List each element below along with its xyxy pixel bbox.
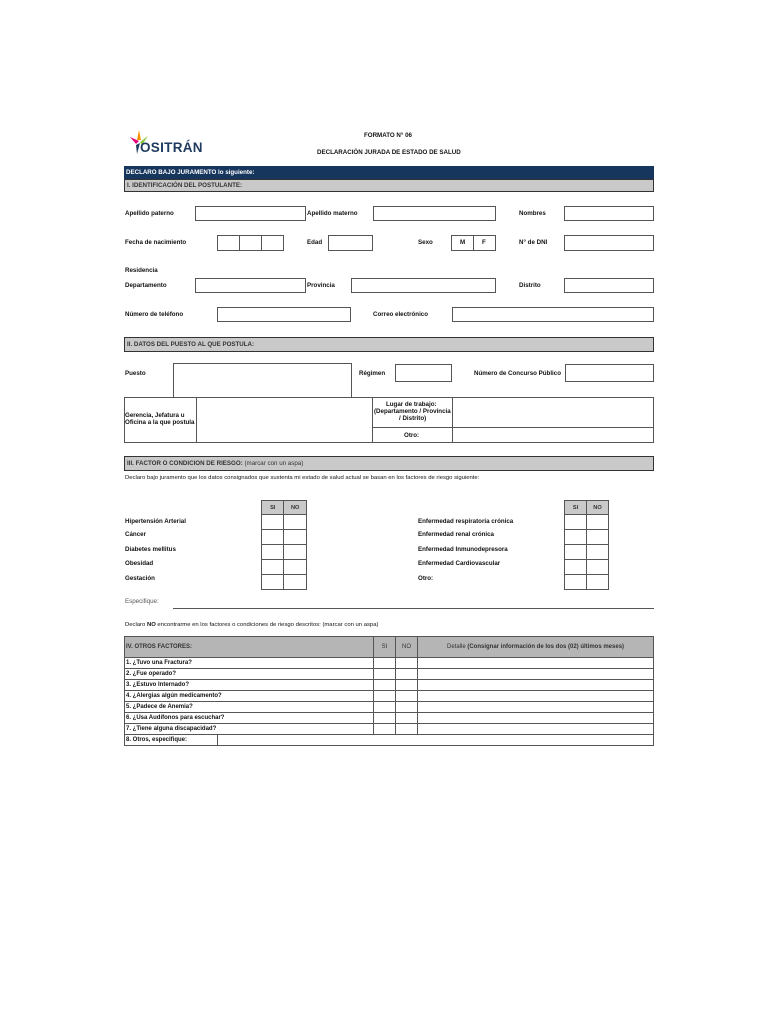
row-label: 7. ¿Tiene alguna discapacidad? [125,724,374,735]
risk-left-4: Gestación [125,575,155,582]
checkbox-no[interactable] [284,545,307,560]
label-concurso: Número de Concurso Público [474,370,561,377]
label-departamento: Departamento [125,282,167,289]
checkbox-si[interactable] [565,530,587,545]
cell-detalle[interactable] [418,702,654,713]
cell-detalle[interactable] [418,724,654,735]
declaro-no-post: encontrarme en los factores o condiciones de riesgo descritos: (marcar con un aspa) [155,622,379,628]
no-header: NO [284,501,307,515]
declaro-no-text [125,621,378,629]
fecha-anio-field[interactable] [261,235,284,251]
si-header: SI [262,501,284,515]
risk-left-2: Diabetes mellitus [125,546,176,553]
label-nombres: Nombres [519,210,546,217]
cell-no[interactable] [396,669,418,680]
cell-no[interactable] [396,724,418,735]
table-row [125,680,654,691]
checkbox-no[interactable] [587,575,609,590]
cell-no[interactable] [396,713,418,724]
apellido-materno-field[interactable] [373,206,496,221]
label-edad: Edad [307,239,323,246]
risk-left-3: Obesidad [125,560,154,567]
section-3-note: (marcar con un aspa) [244,460,304,467]
table-row [125,724,654,735]
otros-especifique-field[interactable] [218,735,654,746]
label-regimen: Régimen [359,370,386,377]
section-2-header: II. DATOS DEL PUESTO AL QUE POSTULA: [124,337,654,352]
puesto-field[interactable] [173,363,352,397]
sexo-f-label: F [482,239,486,246]
nombres-field[interactable] [564,206,654,221]
row-label: 6. ¿Usa Audífonos para escuchar? [125,713,374,724]
table-row [125,658,654,669]
row-label: 8. Otros, especifique: [125,735,218,746]
label-otro: Otro: [404,432,420,439]
departamento-field[interactable] [195,278,306,293]
edad-field[interactable] [328,235,373,251]
cell-si[interactable] [374,691,396,702]
checkbox-si[interactable] [262,560,284,575]
logo-text: OSITRÁN [140,140,203,155]
sexo-m-label: M [460,239,466,246]
label-residencia: Residencia [125,267,158,274]
checkbox-no[interactable] [284,515,307,530]
apellido-paterno-field[interactable] [195,206,306,221]
cell-no[interactable] [396,658,418,669]
checkbox-si[interactable] [262,530,284,545]
telefono-field[interactable] [217,307,351,322]
section-3-intro: Declaro bajo juramento que los datos consignados que sustenta mi estado de salud actual se basan en los factores de riesgo siguiente: [125,475,480,481]
label-gerencia-2: Oficina a la que postula [125,419,195,426]
table-row [125,713,654,724]
especifique-line[interactable] [173,608,654,609]
row-label: 5. ¿Padece de Anemia? [125,702,374,713]
risk-grid-left [261,500,307,590]
table-row [125,691,654,702]
risk-left-0: Hipertensión Arterial [125,518,186,525]
cell-no[interactable] [396,680,418,691]
label-apellido-materno: Apellido materno [307,210,358,217]
format-number: FORMATO N° 06 [364,132,412,139]
no-header: NO [396,637,418,658]
checkbox-no[interactable] [587,545,609,560]
detalle-header [418,637,654,658]
si-header: SI [565,501,587,515]
cell-si[interactable] [374,713,396,724]
fecha-dia-field[interactable] [217,235,240,251]
checkbox-si[interactable] [262,515,284,530]
checkbox-no[interactable] [284,575,307,590]
otros-factores-table [124,636,654,746]
cell-si[interactable] [374,702,396,713]
detalle-bold: (Consignar información de los dos (02) últimos meses) [467,643,625,650]
lugar-field[interactable] [452,397,654,428]
no-header: NO [587,501,609,515]
table-row [125,702,654,713]
checkbox-si[interactable] [262,545,284,560]
checkbox-no[interactable] [587,515,609,530]
dni-field[interactable] [564,235,654,251]
label-gerencia-1: Gerencia, Jefatura u [125,412,185,419]
cell-no[interactable] [396,691,418,702]
cell-si[interactable] [374,724,396,735]
cell-si[interactable] [374,658,396,669]
provincia-field[interactable] [351,278,496,293]
logo [128,128,218,156]
concurso-field[interactable] [565,364,654,382]
checkbox-no[interactable] [284,530,307,545]
distrito-field[interactable] [564,278,654,293]
checkbox-si[interactable] [565,515,587,530]
cell-si[interactable] [374,680,396,691]
section-1-header: I. IDENTIFICACIÓN DEL POSTULANTE: [124,179,654,192]
otro-lugar-field[interactable] [452,427,654,443]
correo-field[interactable] [452,307,654,322]
document-title: DECLARACIÓN JURADA DE ESTADO DE SALUD [317,149,461,156]
label-puesto: Puesto [125,370,146,377]
cell-detalle[interactable] [418,680,654,691]
row-label: 2. ¿Fue operado? [125,669,374,680]
declaro-banner: DECLARO BAJO JURAMENTO lo siguiente: [124,166,654,179]
label-lugar-1: Lugar de trabajo: [386,401,437,408]
risk-grid-right [564,500,609,590]
label-provincia: Provincia [307,282,335,289]
risk-right-2: Enfermedad Inmunodepresora [418,546,508,553]
checkbox-no[interactable] [587,560,609,575]
checkbox-si[interactable] [565,560,587,575]
label-dni: N° de DNI [519,239,548,246]
label-fecha-nacimiento: Fecha de nacimiento [125,239,187,246]
gerencia-field[interactable] [196,397,373,443]
label-especifique: Especifique: [125,598,159,605]
cell-si[interactable] [374,669,396,680]
label-lugar-2: (Departamento / Provincia [374,408,451,415]
risk-right-0: Enfermedad respiratoria crónica [418,518,514,525]
table-header-row [125,637,654,658]
risk-right-3: Enfermedad Cardiovascular [418,560,501,567]
label-correo: Correo electrónico [373,311,429,318]
label-lugar-3: / Distrito) [399,415,427,422]
table-row [125,669,654,680]
table-row [125,735,654,746]
section-3-title: III. FACTOR O CONDICION DE RIESGO: [127,460,243,467]
fecha-mes-field[interactable] [239,235,262,251]
checkbox-si[interactable] [262,575,284,590]
row-label: 4. ¿Alergias algún medicamento? [125,691,374,702]
row-label: 1. ¿Tuvo una Fractura? [125,658,374,669]
label-apellido-paterno: Apellido paterno [125,210,174,217]
row-label: 3. ¿Estuvo Internado? [125,680,374,691]
checkbox-no[interactable] [587,530,609,545]
checkbox-si[interactable] [565,575,587,590]
si-header: SI [374,637,396,658]
declaro-no-pre: Declaro [125,622,147,628]
risk-right-4: Otro: [418,575,434,582]
label-telefono: Número de teléfono [125,311,184,318]
label-sexo: Sexo [418,239,433,246]
section-3-header [124,456,654,471]
risk-right-1: Enfermedad renal crónica [418,531,494,538]
detalle-pre: Detalle [446,643,468,650]
cell-detalle[interactable] [418,713,654,724]
checkbox-si[interactable] [565,545,587,560]
checkbox-no[interactable] [284,560,307,575]
regimen-field[interactable] [395,364,452,382]
declaro-no-bold: NO [146,622,156,628]
cell-detalle[interactable] [418,669,654,680]
label-distrito: Distrito [519,282,541,289]
section-4-title: IV. OTROS FACTORES: [125,637,374,658]
cell-detalle[interactable] [418,658,654,669]
cell-no[interactable] [396,702,418,713]
risk-left-1: Cáncer [125,531,146,538]
cell-detalle[interactable] [418,691,654,702]
